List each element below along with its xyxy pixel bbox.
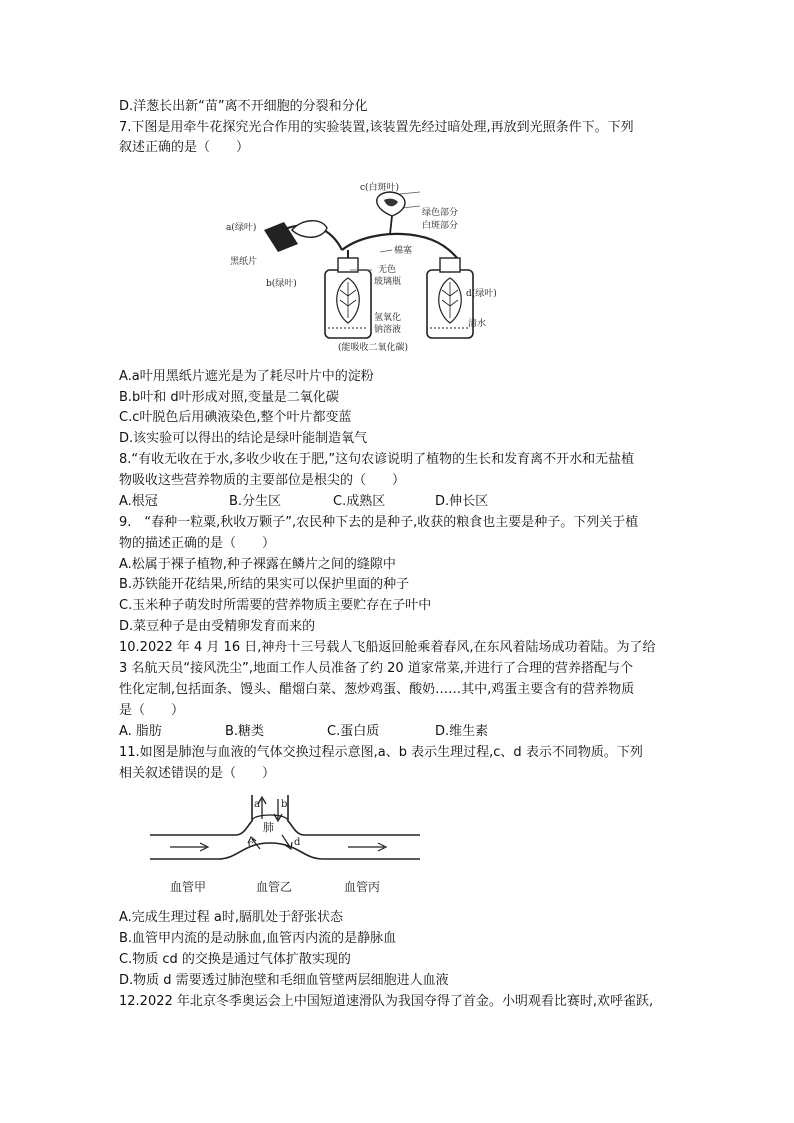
q10-option-c: C.蛋白质 [327, 724, 380, 739]
q7-experiment-figure [222, 178, 522, 358]
vessel-bing-label: 血管丙 [344, 880, 381, 894]
q11-stem-line1: 11.如图是肺泡与血液的气体交换过程示意图,a、b 表示生理过程,c、d 表示不同物质。下列 [119, 745, 643, 760]
absorb-note-label: (能吸收二氧化碳) [338, 343, 409, 353]
q7-option-b: B.b叶和 d叶形成对照,变量是二氧化碳 [119, 390, 339, 405]
q7-stem-line2: 叙述正确的是（ ） [119, 140, 250, 155]
q10-stem-line3: 性化定制,包括面条、馒头、醋熘白菜、葱炒鸡蛋、酸奶……其中,鸡蛋主要含有的营养物质 [119, 682, 635, 697]
naoh-label-2: 钠溶液 [374, 325, 402, 335]
q7-option-d: D.该实验可以得出的结论是绿叶能制造氧气 [119, 431, 368, 446]
q6-option-d: D.洋葱长出新“苗”离不开细胞的分裂和分化 [119, 99, 368, 114]
q7-option-c: C.c叶脱色后用碘液染色,整个叶片都变蓝 [119, 410, 352, 425]
q8-option-b: B.分生区 [229, 494, 282, 509]
q10-option-b: B.糖类 [225, 724, 265, 739]
naoh-label-1: 氢氧化 [374, 313, 402, 323]
q11-stem-line2: 相关叙述错误的是（ ） [119, 766, 276, 781]
q10-option-d: D.维生素 [435, 724, 489, 739]
leaf-a-label: a(绿叶) [226, 223, 257, 233]
q8-option-c: C.成熟区 [333, 494, 386, 509]
q9-stem-line2: 物的描述正确的是（ ） [119, 536, 276, 551]
cotton-label: 棉塞 [394, 246, 413, 256]
q7-option-a: A.a叶用黑纸片遮光是为了耗尽叶片中的淀粉 [119, 369, 374, 384]
q11-option-c: C.物质 cd 的交换是通过气体扩散实现的 [119, 952, 351, 967]
q11-option-a: A.完成生理过程 a时,膈肌处于舒张状态 [119, 910, 344, 925]
q12-stem-line1: 12.2022 年北京冬季奥运会上中国短道速滑队为我国夺得了首金。小明观看比赛时,欢呼雀跃, [119, 994, 654, 1009]
q11-gas-exchange-figure [148, 795, 448, 900]
q9-option-b: B.苏铁能开花结果,所结的果实可以保护里面的种子 [119, 577, 410, 592]
q10-stem-line1: 10.2022 年 4 月 16 日,神舟十三号载人飞船返回舱乘着春风,在东风着陆场成功着陆。为了给 [119, 640, 656, 655]
vessel-yi-label: 血管乙 [256, 880, 293, 894]
q9-stem-line1: 9. “春种一粒粟,秋收万颗子”,农民种下去的是种子,收获的粮食也主要是种子。下列关于植 [119, 515, 639, 530]
q7-stem-line1: 7.下图是用牵牛花探究光合作用的实验装置,该装置先经过暗处理,再放到光照条件下。下列 [119, 120, 634, 135]
q8-stem-line1: 8.“有收无收在于水,多收少收在于肥,”这句农谚说明了植物的生长和发育离不开水和无盐植 [119, 452, 635, 467]
leaf-c-label: c(白斑叶) [360, 183, 400, 193]
white-part-label: 白斑部分 [422, 221, 459, 231]
process-b-label: b [281, 799, 288, 810]
q10-stem-line2: 3 名航天员“接风洗尘”,地面工作人员准备了约 20 道家常菜,并进行了合理的营养搭配与个 [119, 661, 633, 676]
q9-option-d: D.菜豆种子是由受精卵发育而来的 [119, 619, 316, 634]
process-a-label: a [254, 799, 260, 810]
q11-option-b: B.血管甲内流的是动脉血,血管丙内流的是静脉血 [119, 931, 397, 946]
vessel-jia-label: 血管甲 [170, 880, 207, 894]
q8-stem-line2: 物吸收这些营养物质的主要部位是根尖的（ ） [119, 473, 406, 488]
colorless-label: 无色 [378, 265, 397, 275]
q8-option-a: A.根冠 [119, 494, 158, 509]
leaf-b-label: b(绿叶) [266, 279, 297, 289]
q9-option-a: A.松属于裸子植物,种子裸露在鳞片之间的缝隙中 [119, 557, 396, 572]
substance-c-label: c [248, 839, 254, 850]
q8-options [119, 492, 488, 512]
green-part-label: 绿色部分 [422, 208, 459, 218]
lung-label: 肺 [263, 821, 274, 834]
q8-option-d: D.伸长区 [435, 494, 489, 509]
q9-option-c: C.玉米种子萌发时所需要的营养物质主要贮存在子叶中 [119, 598, 432, 613]
black-paper-label: 黑纸片 [230, 257, 258, 267]
q10-option-a: A. 脂肪 [119, 724, 162, 739]
water-label: 清水 [468, 319, 487, 329]
q10-stem-line4: 是（ ） [119, 703, 185, 718]
q10-options [119, 722, 488, 742]
substance-d-label: d [294, 837, 301, 848]
glass-bottle-label: 玻璃瓶 [374, 277, 402, 287]
q11-option-d: D.物质 d 需要透过肺泡壁和毛细血管壁两层细胞进人血液 [119, 973, 449, 988]
leaf-d-label: d(绿叶) [466, 289, 497, 299]
